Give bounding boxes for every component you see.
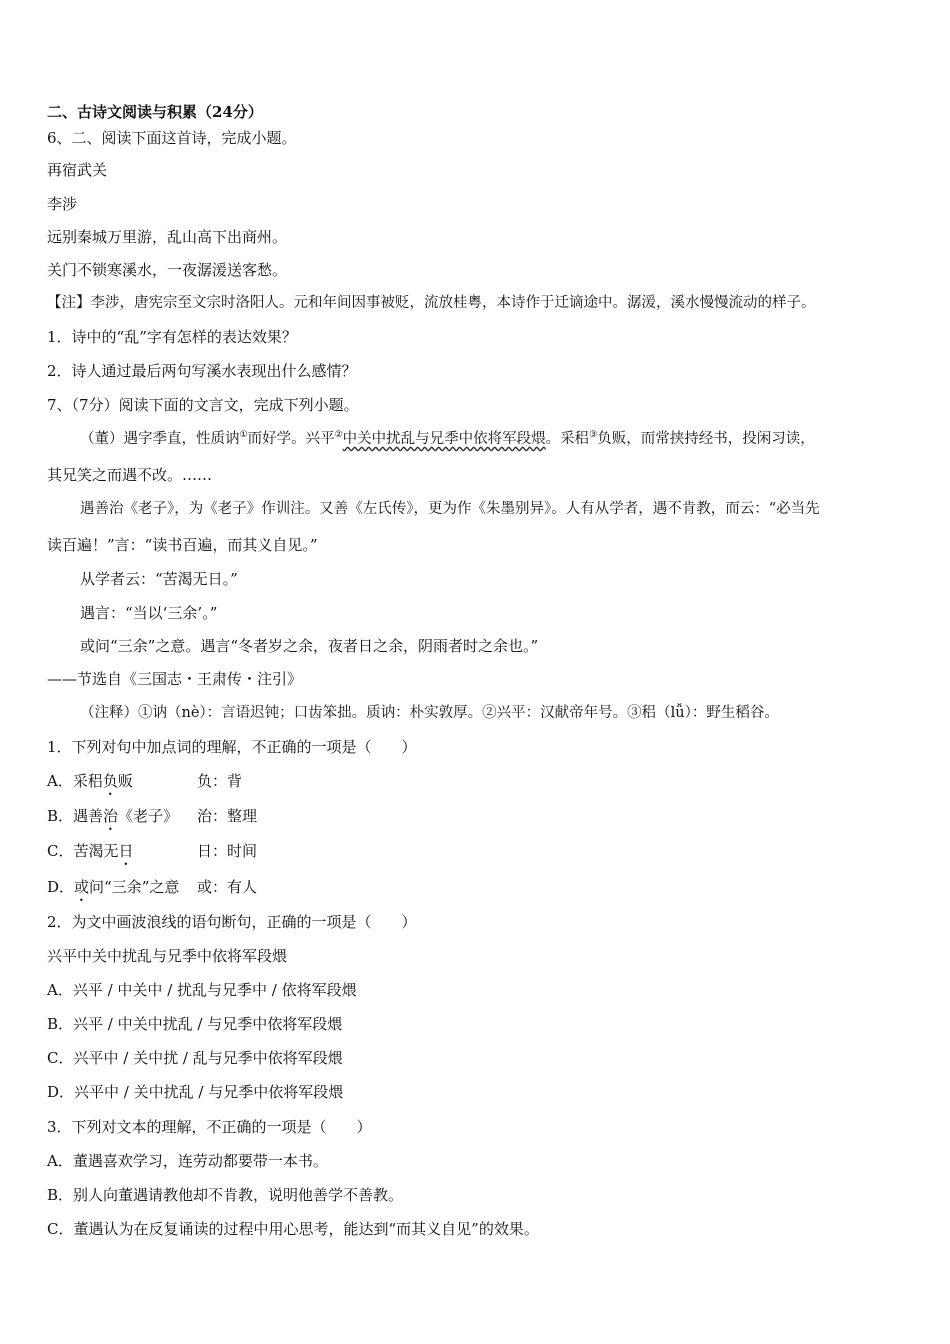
q7-sub2-option-b: B．兴平 / 中关中扰乱 / 与兄季中依将军段煨: [47, 1015, 343, 1033]
option-gloss: 或：有人: [197, 878, 258, 896]
para1-text-d: 。采稆: [545, 431, 590, 447]
poem-title: 再宿武关: [47, 161, 108, 179]
q7-sub1-option-b: [47, 806, 257, 834]
q6-intro: 6、二、阅读下面这首诗，完成小题。: [47, 129, 297, 147]
dotted-word: 治: [103, 807, 119, 825]
option-label: D．: [47, 878, 75, 896]
q7-sub1-option-d: [47, 877, 257, 905]
passage-para-3: 从学者云：“苦渴无日。”: [80, 570, 238, 588]
q7-sub2-stem: 2．为文中画波浪线的语句断句，正确的一项是（ ）: [47, 913, 417, 931]
para1-text-e: 负贩，而常挟持经书，投闲习读，: [597, 431, 815, 447]
q6-sub-2: 2．诗人通过最后两句写溪水表现出什么感情？: [47, 362, 357, 380]
q7-sub3-stem: 3．下列对文本的理解，不正确的一项是（ ）: [47, 1118, 372, 1136]
dotted-word: 日: [118, 842, 134, 860]
option-label: B．: [47, 807, 74, 825]
dotted-word: 负: [102, 772, 118, 790]
footnote-mark-3: ③: [589, 430, 598, 441]
option-text: 苦渴无: [73, 842, 119, 860]
q6-sub-1: 1．诗中的“乱”字有怎样的表达效果？: [47, 328, 297, 346]
q7-sub3-option-c: C．董遇认为在反复诵读的过程中用心思考，能达到“而其义自见”的效果。: [47, 1220, 539, 1238]
option-gloss: 负：背: [197, 772, 243, 790]
option-text: 遇善: [73, 807, 104, 825]
poem-note: 【注】李涉，唐宪宗至文宗时洛阳人。元和年间因事被贬，流放桂粤，本诗作于迁谪途中。潺湲，溪水慢慢流动的样子。: [47, 295, 816, 311]
q7-sub1-option-c: [47, 841, 257, 869]
poem-author: 李涉: [47, 195, 78, 213]
q7-sub2-option-c: C．兴平中 / 关中扰 / 乱与兄季中依将军段煨: [47, 1049, 343, 1067]
passage-para-5: 或问“三余”之意。遇言“冬者岁之余，夜者日之余，阴雨者时之余也。”: [80, 637, 539, 655]
q7-sub3-option-b: B．别人向董遇请教他却不肯教，说明他善学不善教。: [47, 1186, 404, 1204]
para1-text-b: 而好学。: [247, 431, 306, 447]
q7-sub3-option-a: A．董遇喜欢学习，连劳动都要带一本书。: [47, 1152, 328, 1170]
passage-para-1: [80, 429, 815, 449]
passage-para-2: 遇善治《老子》，为《老子》作训注。又善《左氏传》，更为作《朱墨别异》。人有从学者，遇不肯教，而云：“必当先: [80, 501, 820, 517]
wavy-underlined-sentence: 中关中扰乱与兄季中依将军段煨: [342, 431, 546, 447]
section-title: 二、古诗文阅读与积累（24分）: [47, 103, 263, 121]
q7-sub2-sentence: 兴平中关中扰乱与兄季中依将军段煨: [47, 947, 288, 965]
passage-annotation: （注释）①讷（nè）：言语迟钝；口齿笨拙。质讷：朴实敦厚。②兴平：汉献帝年号。③稆（lǚ）：野生稻谷。: [80, 705, 779, 721]
option-text: 《老子》: [118, 807, 179, 825]
option-text: 贩: [117, 772, 133, 790]
passage-para-4: 遇言：“当以‘三余’。”: [80, 604, 218, 622]
passage-source: ——节选自《三国志・王肃传・注引》: [47, 670, 303, 688]
passage-para-2-cont: 读百遍！”言：“读书百遍，而其义自见。”: [47, 536, 318, 554]
q7-intro: 7、（7分）阅读下面的文言文，完成下列小题。: [47, 396, 359, 414]
q7-sub1-option-a: [47, 771, 242, 799]
passage-para-1-cont: 其兄笑之而遇不改。……: [47, 466, 213, 484]
q7-sub2-option-d: D．兴平中 / 关中扰乱 / 与兄季中依将军段煨: [47, 1083, 344, 1101]
option-gloss: 日：时间: [197, 842, 258, 860]
q7-sub1-stem: 1．下列对句中加点词的理解，不正确的一项是（ ）: [47, 738, 417, 756]
footnote-mark-2: ②: [334, 430, 343, 441]
q7-sub2-option-a: A．兴平 / 中关中 / 扰乱与兄季中 / 依将军段煨: [47, 981, 357, 999]
option-gloss: 治：整理: [197, 807, 258, 825]
dotted-word: 或: [74, 878, 90, 896]
option-label: A．: [47, 772, 73, 790]
poem-line-2: 关门不锁寒溪水，一夜潺湲送客愁。: [47, 261, 288, 279]
option-label: C．: [47, 842, 74, 860]
para1-text-a: （董）遇字季直，性质讷: [80, 431, 240, 447]
poem-line-1: 远别秦城万里游，乱山高下出商州。: [47, 228, 288, 246]
footnote-mark-1: ①: [239, 430, 248, 441]
option-text: 采稆: [72, 772, 103, 790]
option-text: 问“三余”之意: [89, 878, 180, 896]
para1-text-c: 兴平: [305, 431, 335, 447]
